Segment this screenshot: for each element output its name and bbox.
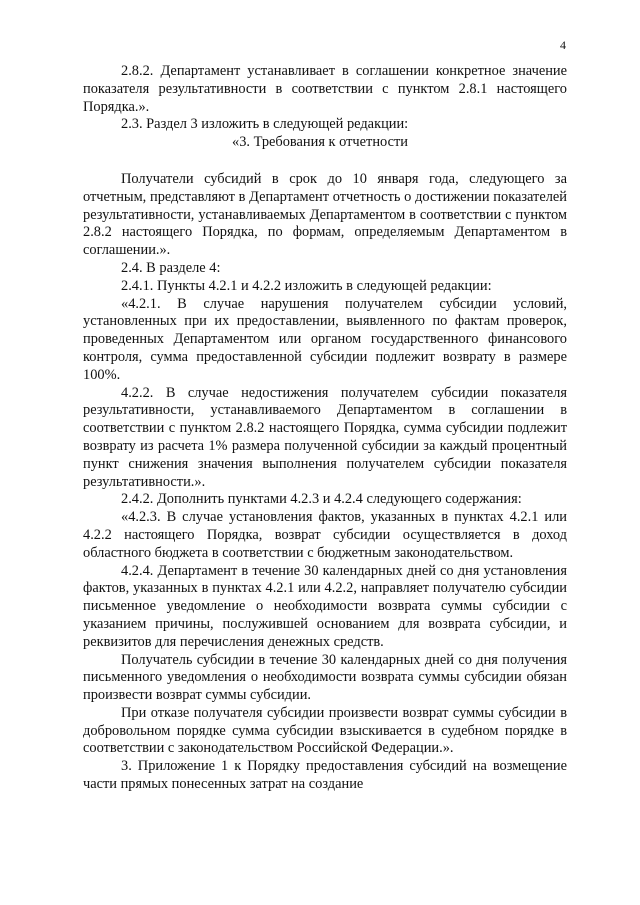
paragraph-4-2-1: «4.2.1. В случае нарушения получателем субсидии условий, установленных при их предоставлении, выявленного по фактам проверок, проведенных Департаментом или органом государственного финансового контроля, сумма предоставленной субсидии подлежит возврату в размере 100%. [83, 295, 567, 383]
paragraph-4-2-2: 4.2.2. В случае недостижения получателем субсидии показателя результативности, устанавливаемого Департаментом в соглашении в соответствии с пунктом 2.8.2 настоящего Порядка, сумма субсидии подлежит возврату из расчета 1% размера полученной субсидии за каждый процентный пункт снижения значения выполнения получателем субсидии показателя результативности.». [83, 384, 567, 490]
paragraph-2-4-1: 2.4.1. Пункты 4.2.1 и 4.2.2 изложить в следующей редакции: [121, 277, 492, 294]
paragraph-4-2-4: 4.2.4. Департамент в течение 30 календарных дней со дня установления фактов, указанных в пунктах 4.2.1 или 4.2.2, направляет получателю субсидии письменное уведомление о необходимости возврата суммы субсидии с указанием причины, послужившей основанием для возврата субсидии, и реквизитов для перечисления денежных средств. [83, 562, 567, 650]
paragraph-reporting: Получатели субсидий в срок до 10 января года, следующего за отчетным, представляют в Департамент отчетность о достижении показателей результативности, устанавливаемых Департаментом в соответствии с пунктом 2.8.2 настоящего Порядка, по формам, определяемым Департаментом в соглашении.». [83, 170, 567, 259]
paragraph-2-3: 2.3. Раздел 3 изложить в следующей редакции: [121, 116, 409, 133]
document-body [83, 63, 567, 794]
blank-line [83, 152, 567, 171]
paragraph-4-2-3: «4.2.3. В случае установления фактов, указанных в пунктах 4.2.1 или 4.2.2 настоящего Порядка, возврат субсидии осуществляется в доход областного бюджета в соответствии с бюджетным законодательством. [83, 509, 567, 561]
page-number: 4 [560, 38, 566, 52]
paragraph-2-8-2: 2.8.2. Департамент устанавливает в соглашении конкретное значение показателя результативности в соответствии с пунктом 2.8.1 настоящего Порядка.». [83, 63, 567, 115]
paragraph-2-4: 2.4. В разделе 4: [121, 259, 221, 276]
section-3-heading: «3. Требования к отчетности [232, 134, 408, 151]
paragraph-2-4-2: 2.4.2. Дополнить пунктами 4.2.3 и 4.2.4 следующего содержания: [121, 491, 522, 508]
paragraph-3-appendix: 3. Приложение 1 к Порядку предоставления субсидий на возмещение части прямых понесенных затрат на создание [83, 758, 567, 793]
paragraph-refusal: При отказе получателя субсидии произвести возврат суммы субсидии в добровольном порядке сумма субсидии взыскивается в судебном порядке в соответствии с законодательством Российской Федерации.». [83, 704, 567, 757]
paragraph-recipient-refund: Получатель субсидии в течение 30 календарных дней со дня получения письменного уведомления о необходимости возврата суммы субсидии обязан произвести возврат суммы субсидии. [83, 651, 567, 704]
